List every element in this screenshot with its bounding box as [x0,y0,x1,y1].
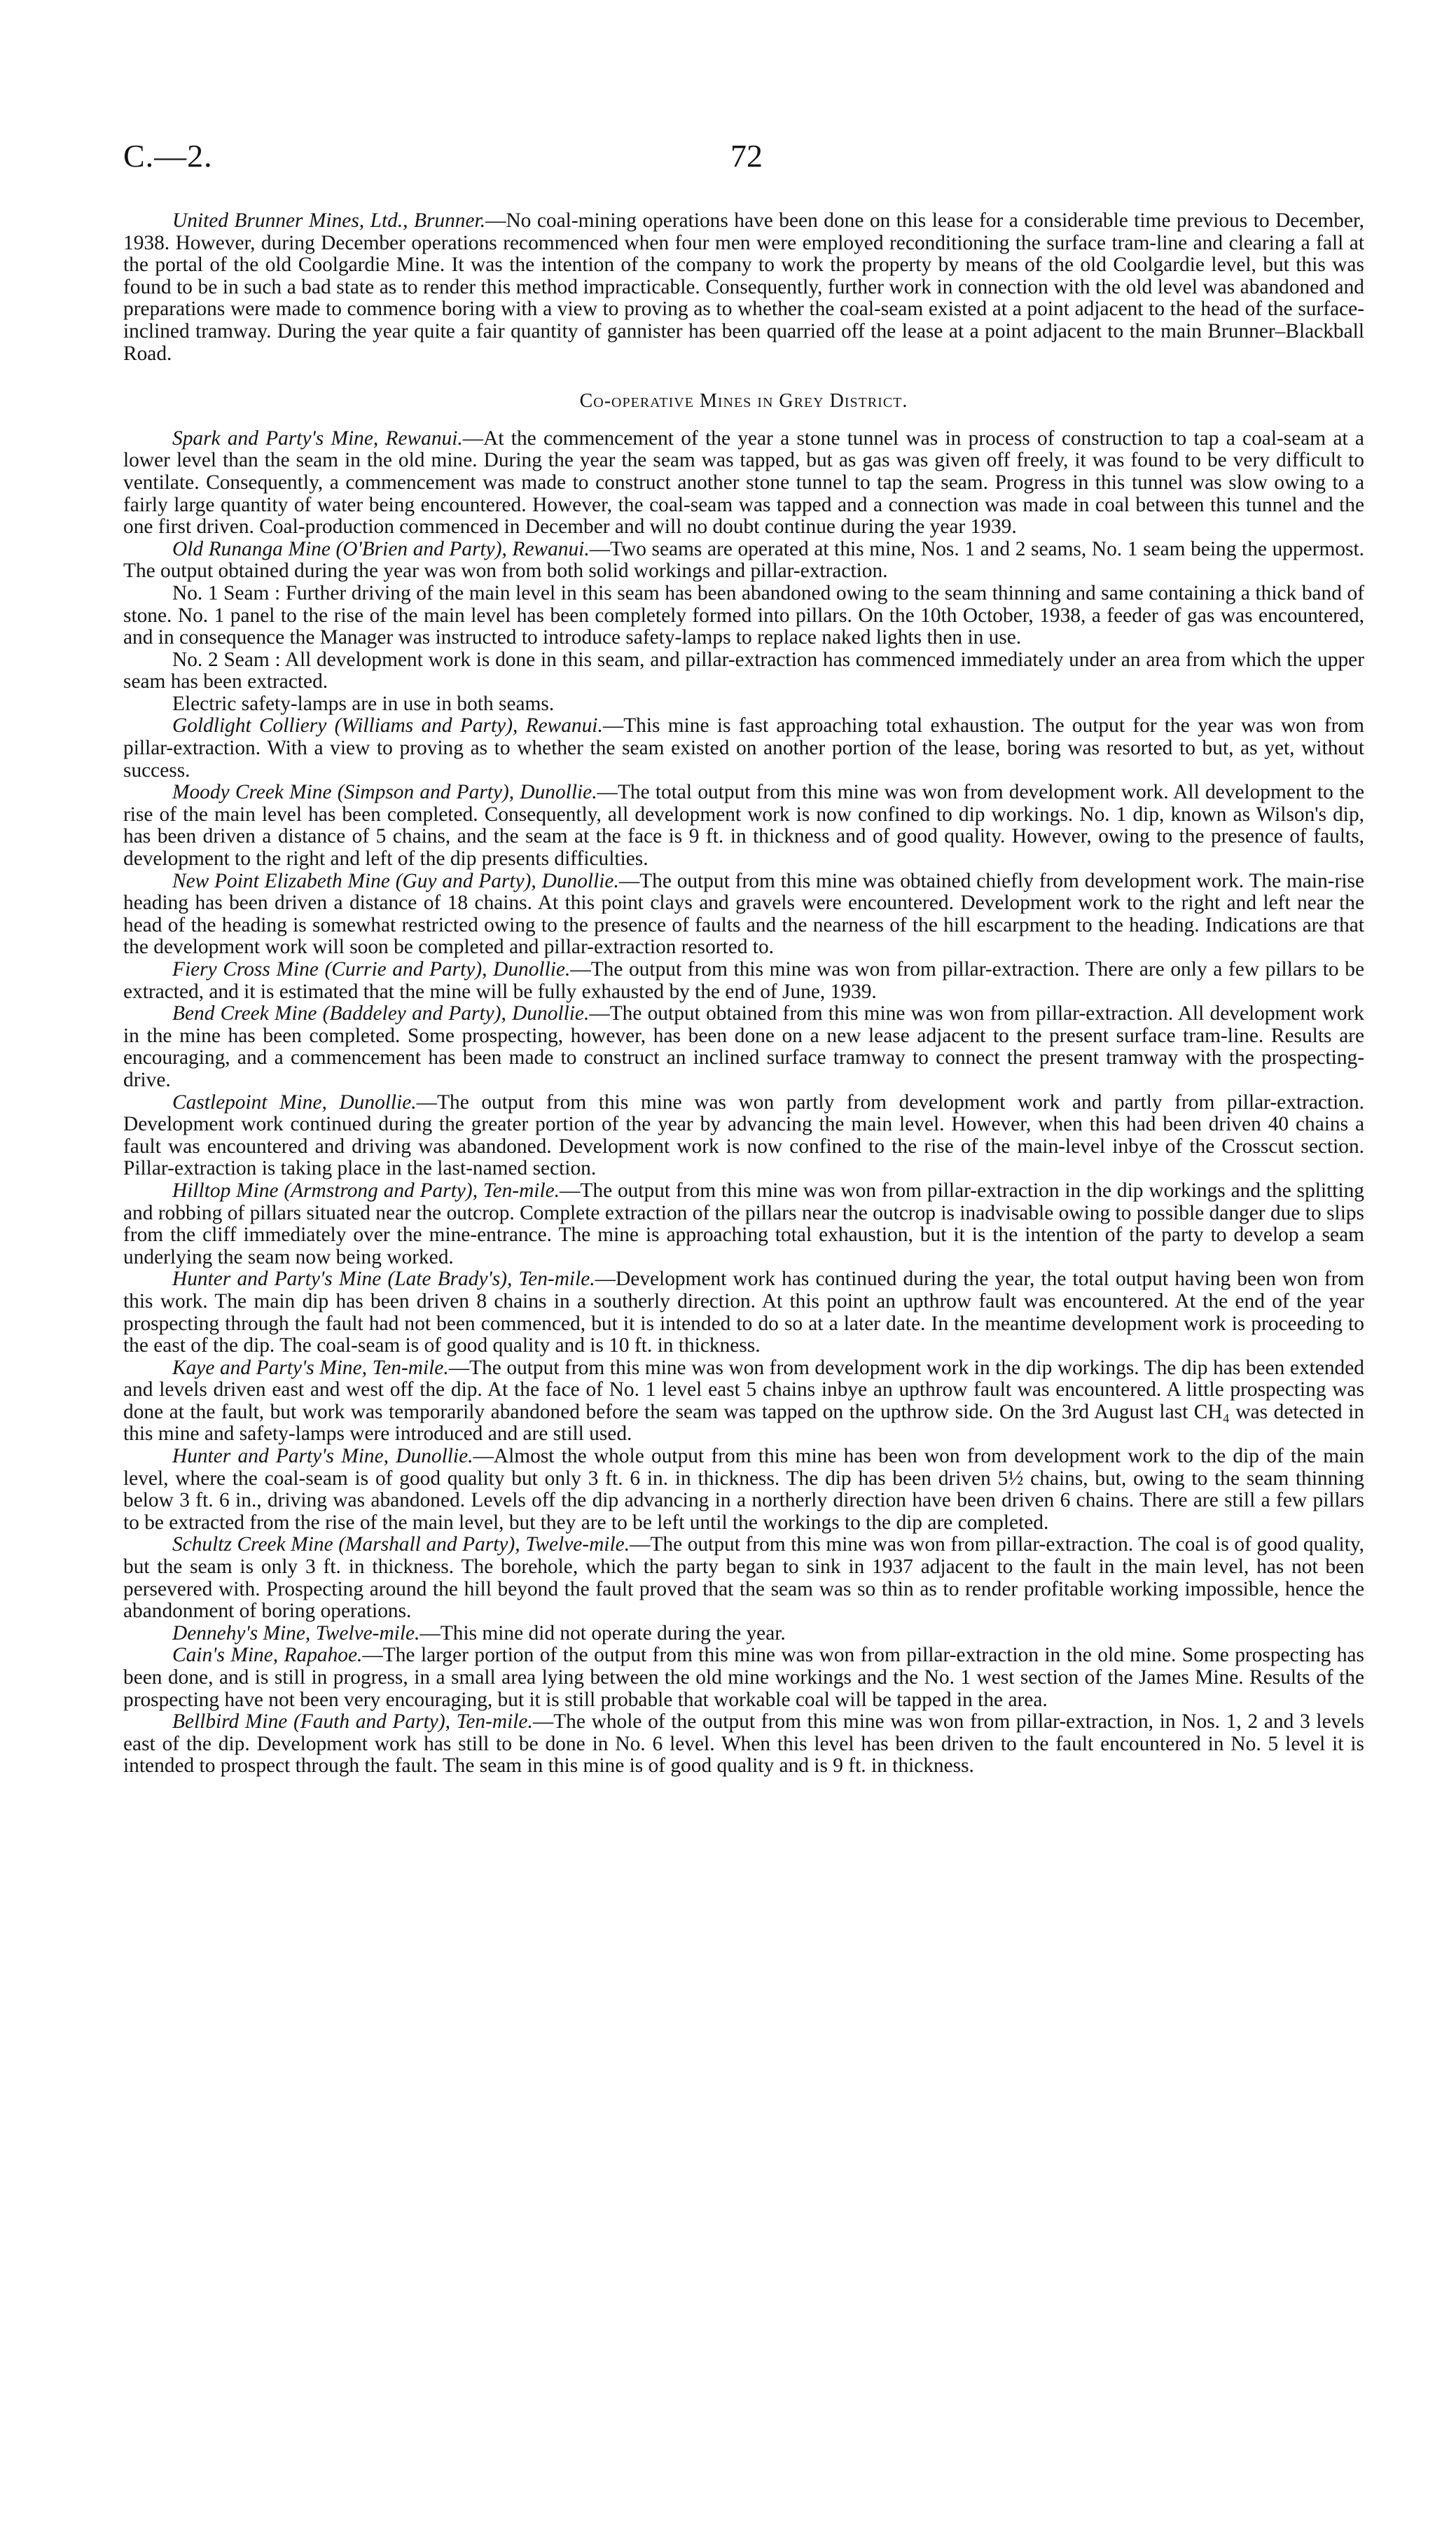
paragraph-new-point-elizabeth [123,871,1364,959]
paragraph-heading: Hunter and Party's Mine (Late Brady's), Ten-mile. [172,1268,595,1291]
page-number: 72 [730,138,763,174]
paragraph-fiery-cross [123,959,1364,1003]
paragraph-safety-lamps [123,693,1364,716]
paragraph-heading: Old Runanga Mine (O'Brien and Party), Rewanui. [172,537,590,560]
paragraph-hilltop [123,1180,1364,1268]
paragraph-heading: Castlepoint Mine, Dunollie. [172,1090,417,1114]
paragraph-spark [123,428,1364,539]
paragraph-text: —At the commencement of the year a stone tunnel was in process of construction to tap a coal-seam at a lower level than the seam in the old mine. During the year the seam was tapped, but as gas was given off freely, it was found to be very difficult to ventilate. Consequently, a commencement was made to construct another stone tunnel to tap the seam. Progress in this tunnel was slow owing to a fairly large quantity of water being encountered. However, the coal-seam was tapped and a connection was made in coal between this tunnel and the one first driven. Coal-production commenced in December and will no doubt continue during the year 1939. [123,427,1364,539]
paragraph-kaye [123,1357,1364,1446]
paragraph-text: Electric safety-lamps are in use in both seams. [172,692,555,715]
paragraph-heading: Dennehy's Mine, Twelve-mile. [172,1621,420,1645]
paragraph-hunter-dunollie [123,1446,1364,1534]
paragraph-text: —The output obtained from this mine was won from pillar-extraction. All development work in the mine has been completed. Some prospecting, however, has been done on a new lease adjacent to the present surface tram-line. Results are encouraging, and a commencement has been made to construct an inclined surface tramway to connect the present tramway with the prospecting-drive. [123,1002,1364,1091]
paragraph-text: —The output from this mine was won partly from development work and partly from pillar-extraction. Development work continued during the greater portion of the year by advancing the main level. However, when this had been driven 40 chains a fault was encountered and driving was abandoned. Development work is now confined to the rise of the main-level inbye of the Crosscut section. Pillar-extraction is taking place in the last-named section. [123,1090,1364,1180]
paragraph-hunter-ten-mile [123,1268,1364,1357]
paragraph-heading: Goldlight Colliery (Williams and Party), Rewanui. [172,714,603,738]
paragraph-bend-creek [123,1003,1364,1091]
paragraph-text: —The larger portion of the output from this mine was won from pillar-extraction in the old mine. Some prospecting has been done, and is still in progress, in a small area lying between the old mine workings and the No. 1 west section of the James Mine. Results of the prospecting have not been very encouraging, but it is still probable that workable coal will be tapped in the area. [123,1644,1364,1711]
paragraph-heading: Cain's Mine, Rapahoe. [172,1644,363,1667]
paragraph-text: —Development work has continued during the year, the total output having been won from this work. The main dip has been driven 8 chains in a southerly direction. At this point an upthrow fault was encountered. At the end of the year prospecting through the fault had not been commenced, but it is intended to do so at a later date. In the meantime development work is proceeding to the east of the dip. The coal-seam is of good quality and is 10 ft. in thickness. [123,1268,1364,1357]
paragraph-text: —The output from this mine was won from development work in the dip workings. The dip has been extended and levels driven east and west off the dip. At the face of No. 1 level east 5 chains inbye an upthrow fault was encountered. A little prospecting was done at the fault, but work was temporarily abandoned before the seam was tapped on the upthrow side. On the 3rd August last CH₄ was detected in this mine and safety-lamps were introduced and are still used. [123,1356,1364,1446]
paragraph-heading: United Brunner Mines, Ltd., Brunner. [172,209,486,232]
paragraph-text: —No coal-mining operations have been done on this lease for a considerable time previous to December, 1938. However, during December operations recommenced when four men were employed reconditioning the surface tram-line and clearing a fall at the portal of the old Coolgardie Mine. It was the intention of the company to work the property by means of the old Coolgardie level, but this was found to be in such a bad state as to render this method impracticable. Consequently, further work in connection with the old level was abandoned and preparations were made to commence boring with a view to proving as to whether the coal-seam existed at a point adjacent to the head of the surface-inclined tramway. During the year quite a fair quantity of gannister has been quarried off the lease at a point adjacent to the main Brunner–Blackball Road. [123,209,1364,365]
paragraph-schultz-creek [123,1534,1364,1622]
paragraph-bellbird [123,1711,1364,1778]
section-heading: Co-operative Mines in Grey District. [579,390,908,413]
paragraph-castlepoint [123,1092,1364,1180]
paragraph-cain [123,1645,1364,1711]
paragraph-heading: Hilltop Mine (Armstrong and Party), Ten-mile. [172,1179,560,1202]
paragraph-heading: Hunter and Party's Mine, Dunollie. [172,1445,473,1468]
paragraph-text: —The total output from this mine was won from development work. All development to the rise of the main level has been completed. Consequently, all development work is now confined to dip workings. No. 1 dip, known as Wilson's dip, has been driven a distance of 5 chains, and the seam at the face is 9 ft. in thickness and of good quality. However, owing to the presence of faults, development to the right and left of the dip presents difficulties. [123,781,1364,871]
paragraph-text: —The output from this mine was won from pillar-extraction. The coal is of good quality, but the seam is only 3 ft. in thickness. The borehole, which the party began to sink in 1937 adjacent to the fault in the main level, has not been persevered with. Prospecting around the hill beyond the fault proved that the seam was so thin as to render profitable working impossible, hence the abandonment of boring operations. [123,1533,1364,1623]
paragraph-moody-creek [123,782,1364,870]
paragraph-text: —The output from this mine was won from pillar-extraction. There are only a few pillars to be extracted, and it is estimated that the mine will be fully exhausted by the end of June, 1939. [123,958,1364,1003]
paragraph-heading: Moody Creek Mine (Simpson and Party), Dunollie. [172,781,597,804]
paragraph-text: No. 1 Seam : Further driving of the main level in this seam has been abandoned owing to the seam thinning and same containing a thick band of stone. No. 1 panel to the rise of the main level has been completely formed into pillars. On the 10th October, 1938, a feeder of gas was encountered, and in consequence the Manager was instructed to introduce safety-lamps to replace naked lights then in use. [123,581,1364,649]
paragraph-text: —The output from this mine was won from pillar-extraction in the dip workings and the splitting and robbing of pillars situated near the outcrop. Complete extraction of the pillars near the outcrop is inadvisable owing to possible danger due to slips from the cliff immediately over the mine-entrance. The mine is approaching total exhaustion, but it is the intention of the party to develop a seam underlying the seam now being worked. [123,1179,1364,1268]
paragraph-text: —The output from this mine was obtained chiefly from development work. The main-rise heading has been driven a distance of 18 chains. At this point clays and gravels were encountered. Development work to the right and left near the head of the heading is somewhat restricted owing to the presence of faults and the nearness of the hill escarpment to the heading. Indications are that the development work will soon be completed and pillar-extraction resorted to. [123,869,1364,959]
intro-paragraph [123,210,1364,365]
page-header [123,137,1370,186]
paragraph-heading: Bend Creek Mine (Baddeley and Party), Dunollie. [172,1002,590,1025]
document-body [123,210,1364,1778]
paragraph-text: —This mine is fast approaching total exhaustion. The output for the year was won from pillar-extraction. With a view to proving as to whether the seam existed on another portion of the lease, boring was resorted to but, as yet, without success. [123,714,1364,782]
paragraph-text: —Almost the whole output from this mine has been won from development work to the dip of the main level, where the coal-seam is of good quality but only 3 ft. 6 in. in thickness. The dip has been driven 5½ chains, but, owing to the seam thinning below 3 ft. 6 in., driving was abandoned. Levels off the dip advancing in a northerly direction have been driven 6 chains. There are still a few pillars to be extracted from the rise of the main level, but they are to be left until the workings to the dip are completed. [123,1445,1364,1534]
paragraph-seam-2 [123,649,1364,693]
paragraph-text: —This mine did not operate during the year. [420,1621,786,1645]
paragraph-text: No. 2 Seam : All development work is done in this seam, and pillar-extraction has commenced immediately under an area from which the upper seam has been extracted. [123,648,1364,693]
paragraph-heading: Kaye and Party's Mine, Ten-mile. [172,1356,449,1379]
paragraph-goldlight [123,715,1364,782]
paragraph-heading: Bellbird Mine (Fauth and Party), Ten-mile. [172,1710,533,1733]
paragraph-seam-1 [123,583,1364,649]
paragraph-text: —The whole of the output from this mine was won from pillar-extraction, in Nos. 1, 2 and 3 levels east of the dip. Development work has still to be done in No. 6 level. When this level has been driven to the fault encountered in No. 5 level it is intended to prospect through the fault. The seam in this mine is of good quality and is 9 ft. in thickness. [123,1710,1364,1778]
paragraph-heading: Fiery Cross Mine (Currie and Party), Dunollie. [172,958,571,981]
paragraph-dennehy [123,1623,1364,1645]
paragraph-heading: Schultz Creek Mine (Marshall and Party), Twelve-mile. [172,1533,630,1556]
document-code: C.—2. [123,138,213,174]
paragraph-text: —Two seams are operated at this mine, Nos. 1 and 2 seams, No. 1 seam being the uppermost. The output obtained during the year was won from both solid workings and pillar-extraction. [123,537,1364,583]
paragraph-heading: Spark and Party's Mine, Rewanui. [172,427,463,450]
paragraph-heading: New Point Elizabeth Mine (Guy and Party), Dunollie. [172,869,619,892]
paragraph-old-runanga [123,539,1364,583]
